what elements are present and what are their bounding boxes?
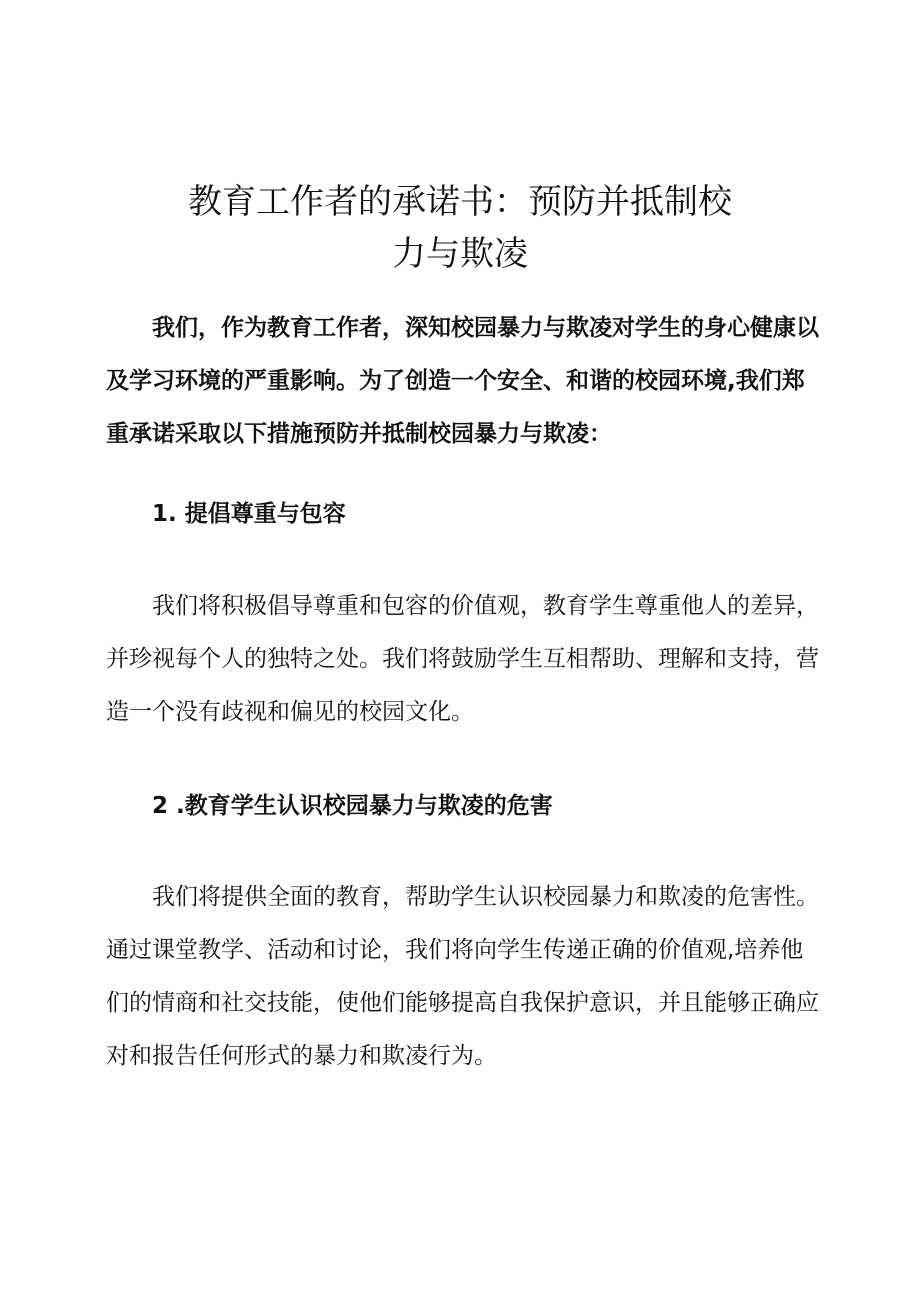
document-title-line-1: 教育工作者的承诺书：预防并抵制校 (188, 182, 732, 222)
section-1-heading: 1. 提倡尊重与包容 (152, 501, 346, 527)
document-title-line-2: 力与欺凌 (392, 234, 528, 274)
intro-paragraph: 我们，作为教育工作者，深知校园暴力与欺凌对学生的身心健康以及学习环境的严重影响。为了创造一个安全、和谐的校园环境,我们郑重承诺采取以下措施预防并抵制校园暴力与欺凌： (106, 315, 819, 447)
section-2-body: 我们将提供全面的教育，帮助学生认识校园暴力和欺凌的危害性。通过课堂教学、活动和讨论，我们将向学生传递正确的价值观,培养他们的情商和社交技能，使他们能够提高自我保护意识，并且能够正确应对和报告任何形式的暴力和欺凌行为。 (106, 884, 819, 1069)
section-2-heading: 2 .教育学生认识校园暴力与欺凌的危害 (152, 793, 553, 819)
section-1-body: 我们将积极倡导尊重和包容的价值观，教育学生尊重他人的差异，并珍视每个人的独特之处。我们将鼓励学生互相帮助、理解和支持，营造一个没有歧视和偏见的校园文化。 (106, 593, 819, 725)
